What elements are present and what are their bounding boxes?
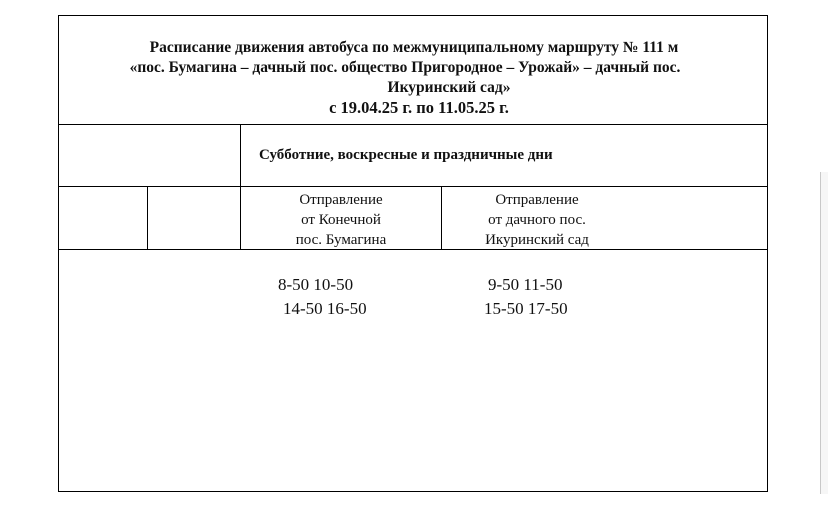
col-divider-1: [240, 124, 241, 249]
departure-times-row: 15-50 17-50: [484, 299, 568, 318]
title-line-1: Расписание движения автобуса по межмуниципальному маршруту № 111 м: [149, 39, 679, 56]
days-divider: [59, 186, 767, 187]
title-line-3: Икуринский сад»: [387, 79, 511, 96]
page-edge: [820, 172, 828, 494]
column-header-line: от дачного пос.: [488, 212, 586, 228]
column-header-line: Отправление: [299, 192, 383, 208]
departure-times-ikurinsky: [484, 273, 568, 321]
column-header-line: Икуринский сад: [485, 232, 589, 248]
schedule-title: [59, 38, 769, 118]
col-divider-0: [147, 186, 148, 249]
departure-times-row: 8-50 10-50: [278, 275, 354, 294]
column-header-line: от Конечной: [301, 212, 381, 228]
departure-times-bumagina: [278, 273, 367, 321]
col-divider-2: [441, 186, 442, 249]
schedule-table: [58, 15, 768, 492]
title-dates: с 19.04.25 г. по 11.05.25 г.: [329, 98, 509, 117]
departure-times-row: 9-50 11-50: [488, 275, 563, 294]
column-header-line: Отправление: [495, 192, 579, 208]
days-label: Субботние, воскресные и праздничные дни: [259, 147, 553, 163]
departure-times-row: 14-50 16-50: [283, 299, 367, 318]
title-divider: [59, 124, 767, 125]
title-line-2: «пос. Бумагина – дачный пос. общество Пригородное – Урожай» – дачный пос.: [129, 59, 681, 76]
column-header-ikurinsky: [451, 190, 623, 250]
column-header-bumagina: [255, 190, 427, 250]
column-header-line: пос. Бумагина: [295, 232, 387, 248]
